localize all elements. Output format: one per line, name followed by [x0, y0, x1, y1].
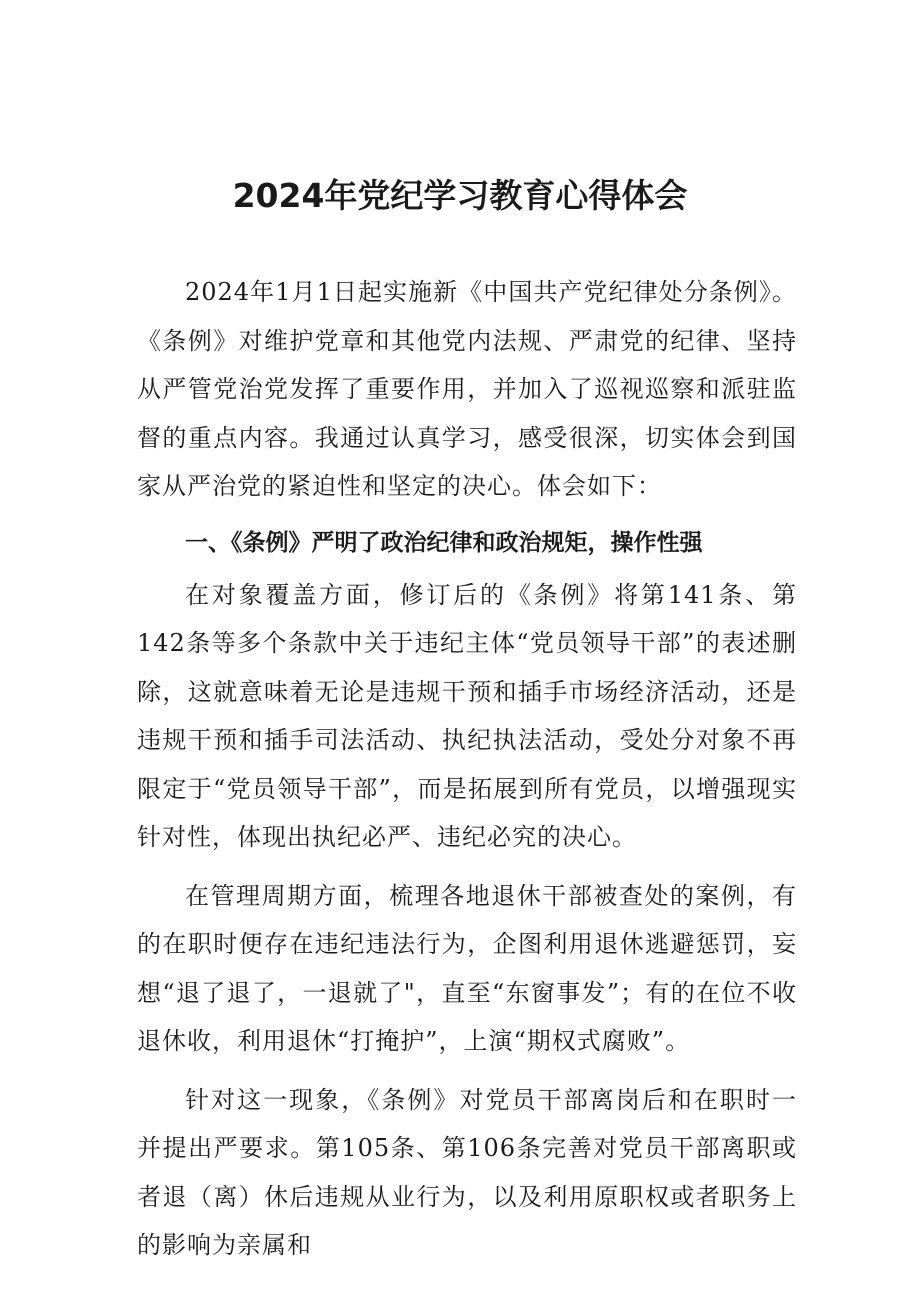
document-title: 2024年党纪学习教育心得体会 — [232, 176, 688, 215]
paragraph-requirements: 针对这一现象，《条例》对党员干部离岗后和在职时一并提出严要求。第105条、第106条完善对党员干部离职或者退（离）休后违规从业行为，以及利用原职权或者职务上的影响为亲属和 — [137, 1085, 797, 1259]
section-heading: 一、《条例》严明了政治纪律和政治规矩，操作性强 — [185, 529, 703, 556]
paragraph-object-coverage: 在对象覆盖方面，修订后的《条例》将第141条、第142条等多个条款中关于违纪主体“党员领导干部”的表述删除，这就意味着无论是违规干预和插手市场经济活动，还是违规干预和插手司法活动、执纪执法活动，受处分对象不再限定于“党员领导干部”，而是拓展到所有党员，以增强现实针对性，体现出执纪必严、违纪必究的决心。 — [137, 580, 797, 851]
paragraph-management-period: 在管理周期方面，梳理各地退休干部被查处的案例，有的在职时便存在违纪违法行为，企图利用退休逃避惩罚，妄想“退了退了，一退就了"，直至“东窗事发”；有的在位不收退休收，利用退休“打掩护”，上演“期权式腐败”。 — [137, 881, 797, 1055]
document-body — [137, 268, 797, 1270]
intro-paragraph: 2024年1月1日起实施新《中国共产党纪律处分条例》。《条例》对维护党章和其他党内法规、严肃党的纪律、坚持从严管党治党发挥了重要作用，并加入了巡视巡察和派驻监督的重点内容。我通过认真学习，感受很深，切实体会到国家从严治党的紧迫性和坚定的决心。体会如下： — [137, 278, 797, 500]
